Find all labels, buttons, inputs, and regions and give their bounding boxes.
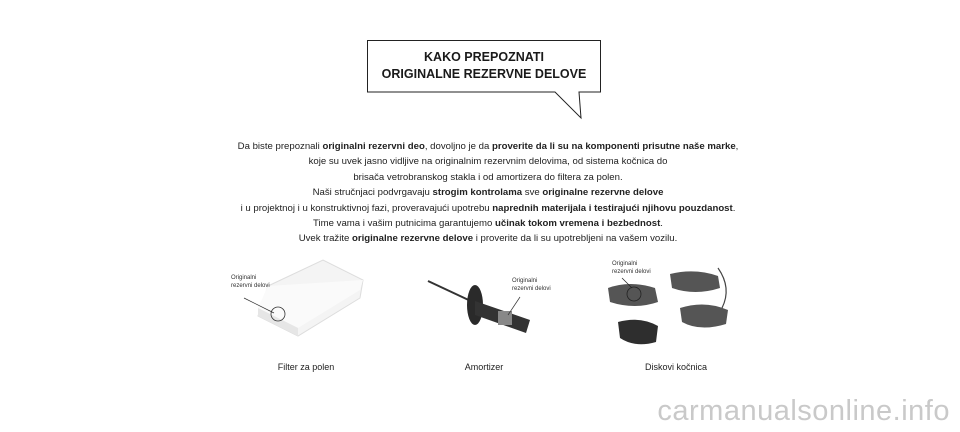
- caption-shock: Amortizer: [464, 362, 504, 372]
- caption-filter: Filter za polen: [277, 362, 335, 372]
- text-line: Naši stručnjaci podvrgavaju strogim kontrolama sve originalne rezervne delove: [312, 187, 664, 199]
- text-line: Time vama i vašim putnicima garantujemo učinak tokom vremena i bezbednost.: [313, 218, 663, 230]
- callout-shock: Originalni rezervni delovi: [512, 278, 551, 292]
- text-line: Uvek tražite originalne rezervne delove i proverite da li su upotrebljeni na vašem vozilu.: [298, 233, 678, 245]
- watermark: carmanualsonline.info: [657, 395, 950, 427]
- text-line: i u projektnoj i u konstruktivnoj fazi, proveravajući upotrebu naprednih materijala i testirajući njihovu pouzdanost.: [240, 202, 736, 214]
- text-line: koje su uvek jasno vidljive na originalnim rezervnim delovima, od sistema kočnica do: [308, 156, 668, 168]
- title-speech-bubble: [367, 40, 601, 92]
- text-line: brisača vetrobranskog stakla i od amortizera do filtera za polen.: [353, 171, 623, 183]
- callout-filter: Originalni rezervni delovi: [231, 275, 270, 289]
- caption-brakes: Diskovi kočnica: [644, 362, 708, 372]
- intro-paragraph: [138, 139, 838, 247]
- text-line: Da biste prepoznali originalni rezervni deo, dovoljno je da proverite da li su na komponenti prisutne naše marke,: [237, 141, 739, 152]
- callout-brakes: Originalni rezervni delovi: [612, 261, 651, 275]
- page-title: KAKO PREPOZNATI ORIGINALNE REZERVNE DELOVE: [381, 50, 587, 81]
- pollen-filter-image: [228, 258, 368, 348]
